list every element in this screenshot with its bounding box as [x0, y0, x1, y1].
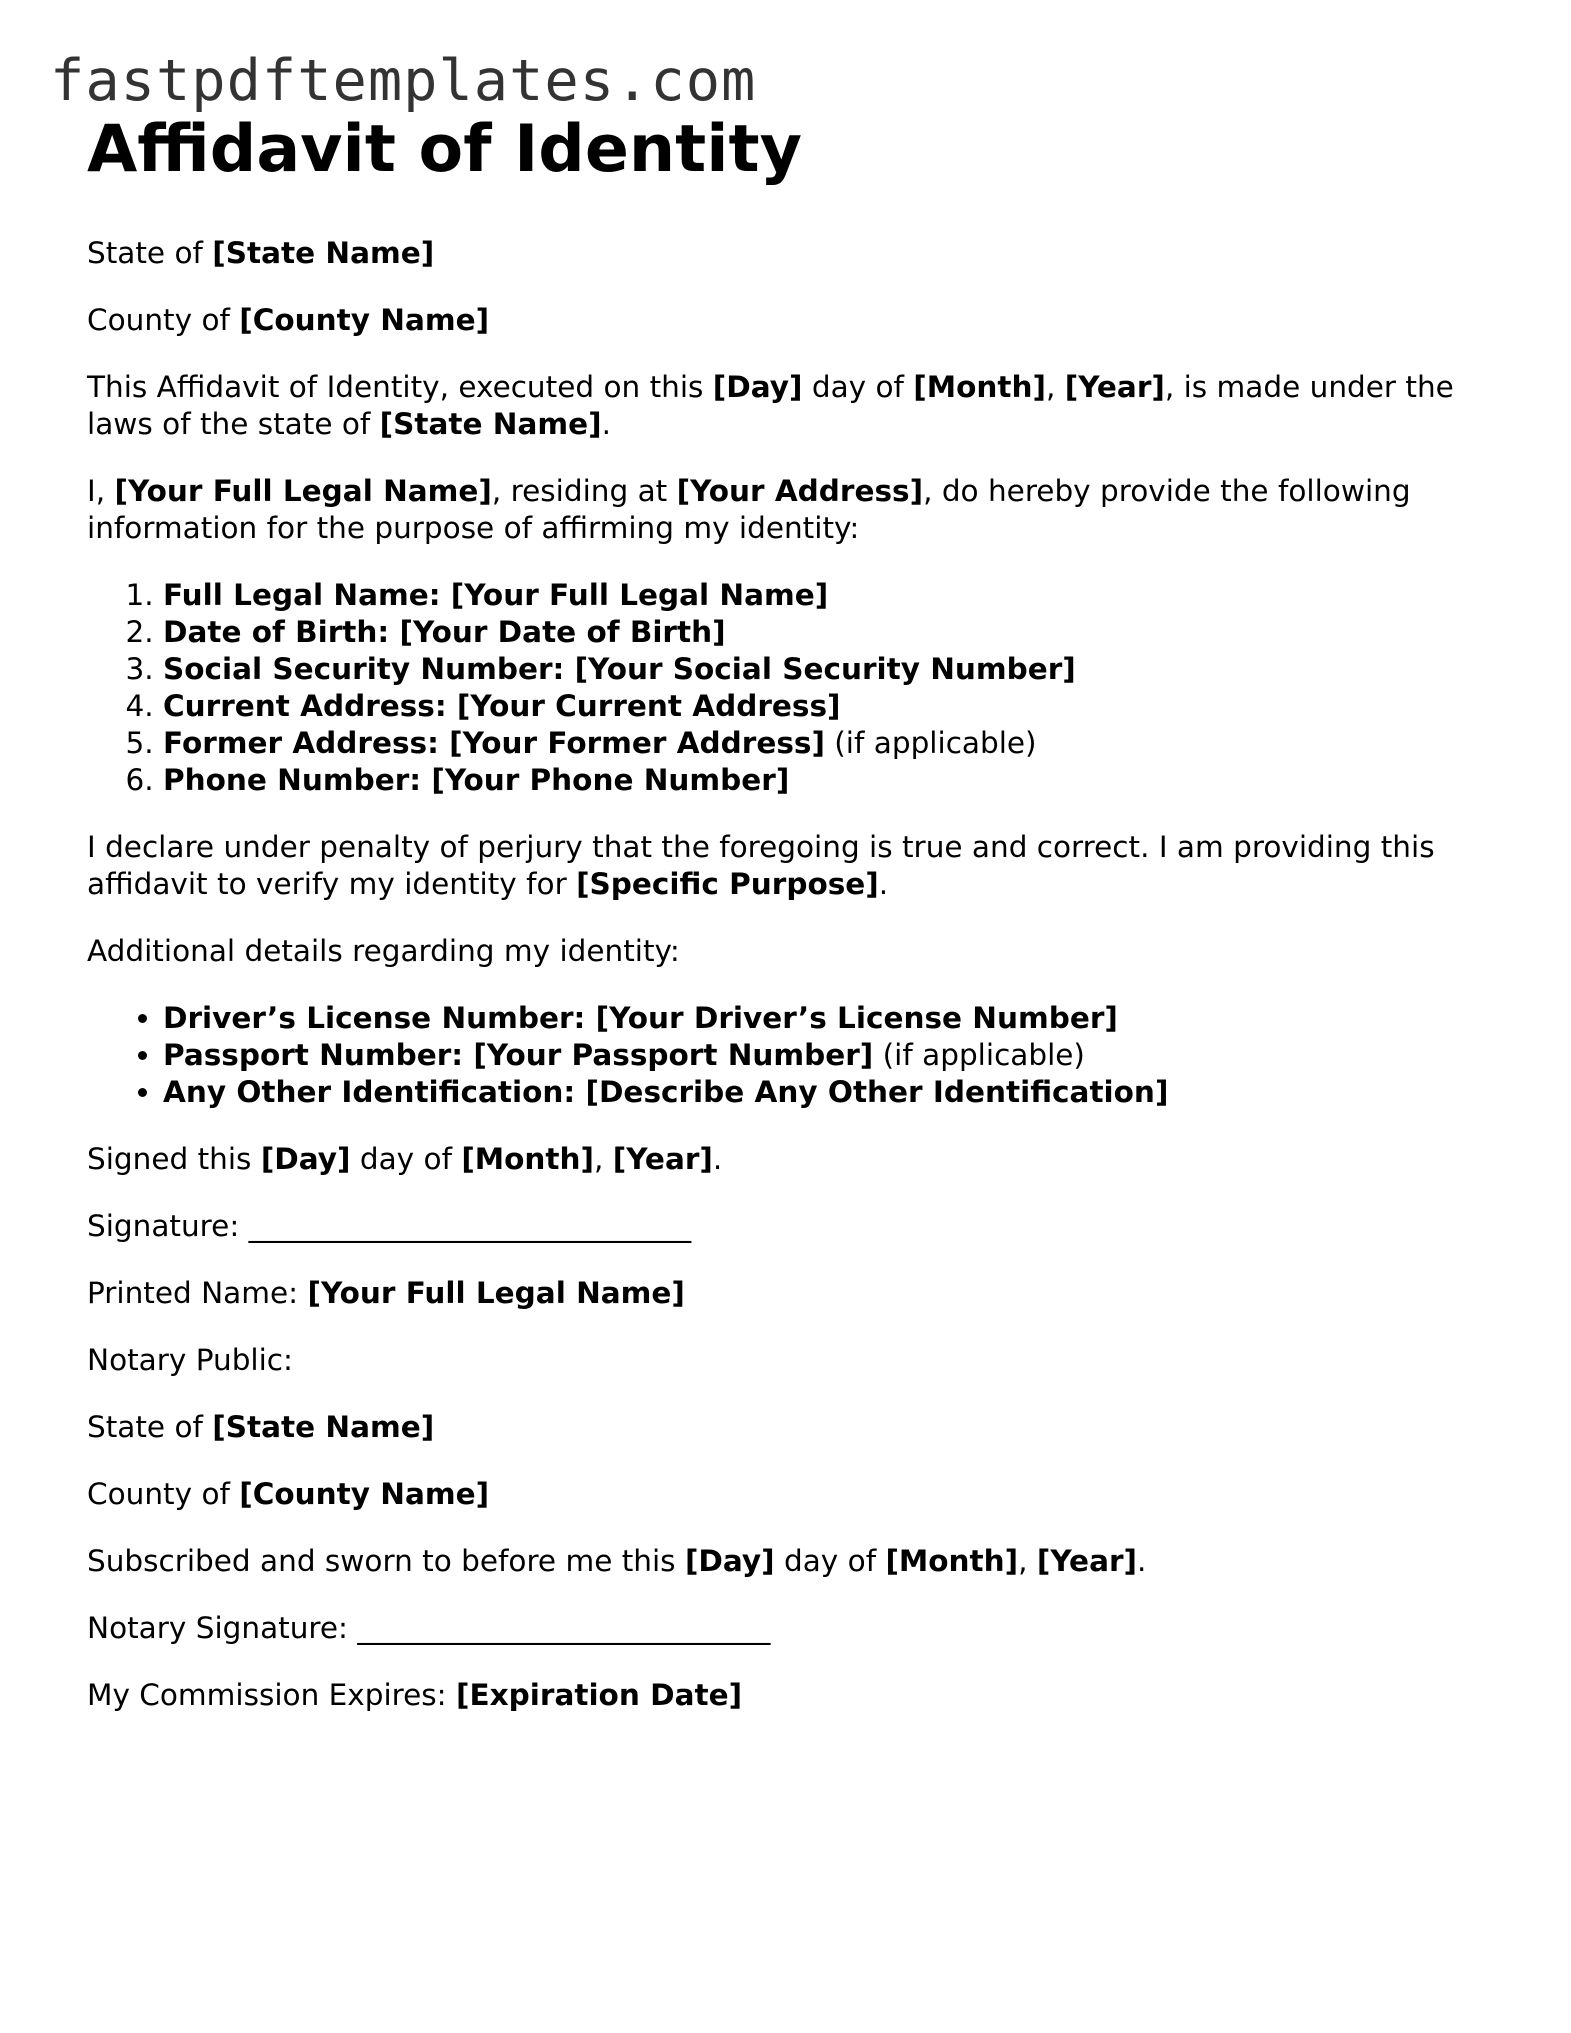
- intro-day: [Day]: [712, 370, 803, 404]
- subscribed-text: .: [1137, 1544, 1147, 1578]
- list-item-label: Driver’s License Number: [Your Driver’s License Number]: [163, 1001, 1118, 1035]
- signed-month: [Month]: [461, 1142, 595, 1176]
- subscribed-text: day of: [774, 1544, 886, 1578]
- intro-text: ,: [1046, 370, 1065, 404]
- subscribed-text: Subscribed and sworn to before me this: [87, 1544, 685, 1578]
- declaration-purpose: [Specific Purpose]: [576, 867, 879, 901]
- page-title: Affidavit of Identity: [87, 112, 802, 187]
- list-item: [163, 725, 1487, 762]
- list-item-label: Social Security Number: [Your Social Security Number]: [163, 652, 1076, 686]
- notary-signature-line: Notary Signature: ____________________________: [87, 1611, 771, 1645]
- declaration-text: .: [878, 867, 889, 901]
- list-item: [163, 688, 1487, 725]
- subscribed-day: [Day]: [684, 1544, 775, 1578]
- list-item: [163, 614, 1487, 651]
- signed-line: [87, 1141, 1487, 1178]
- notary-county-line: [87, 1476, 1487, 1513]
- residence-text: , residing at: [491, 474, 677, 508]
- commission-line: [87, 1677, 1487, 1714]
- list-item-label: Phone Number: [Your Phone Number]: [163, 763, 790, 797]
- notary-county-label: County of: [87, 1477, 240, 1511]
- additional-heading: Additional details regarding my identity:: [87, 934, 680, 968]
- intro-text: day of: [802, 370, 914, 404]
- subscribed-line: [87, 1543, 1487, 1580]
- state-label: State of: [87, 236, 213, 270]
- notary-state-line: [87, 1409, 1487, 1446]
- intro-text: , is made under the laws of the state of: [87, 370, 1454, 441]
- residence-text: , do hereby provide the following information for the purpose of affirming my identity:: [87, 474, 1411, 545]
- signed-day: [Day]: [260, 1142, 351, 1176]
- notary-heading: Notary Public:: [87, 1343, 293, 1377]
- watermark-text: fastpdftemplates.com: [50, 48, 757, 114]
- list-item: [163, 577, 1487, 614]
- intro-text: This Affidavit of Identity, executed on this: [87, 370, 713, 404]
- list-item-suffix: (if applicable): [824, 726, 1037, 760]
- list-item-suffix: (if applicable): [873, 1038, 1085, 1072]
- notary-county-value: [County Name]: [239, 1477, 490, 1511]
- residence-text: I,: [87, 474, 115, 508]
- subscribed-year: [Year]: [1036, 1544, 1138, 1578]
- county-label: County of: [87, 303, 240, 337]
- intro-text: .: [601, 407, 612, 441]
- intro-year: [Year]: [1064, 370, 1165, 404]
- list-item-label: Any Other Identification: [Describe Any Other Identification]: [163, 1075, 1169, 1109]
- county-line: [87, 302, 1487, 339]
- signed-year: [Year]: [612, 1142, 713, 1176]
- printed-name-value: [Your Full Legal Name]: [307, 1276, 685, 1310]
- intro-state: [State Name]: [379, 407, 602, 441]
- signed-text: .: [712, 1142, 723, 1176]
- notary-state-label: State of: [87, 1410, 213, 1444]
- residence-address: [Your Address]: [676, 474, 924, 508]
- signed-text: day of: [350, 1142, 462, 1176]
- intro-paragraph: [87, 369, 1487, 443]
- commission-value: [Expiration Date]: [456, 1678, 743, 1712]
- list-item-label: Full Legal Name: [Your Full Legal Name]: [163, 578, 829, 612]
- intro-month: [Month]: [913, 370, 1046, 404]
- commission-label: My Commission Expires:: [87, 1678, 456, 1712]
- state-line: [87, 235, 1487, 272]
- printed-name-label: Printed Name:: [87, 1276, 308, 1310]
- signed-text: Signed this: [87, 1142, 261, 1176]
- subscribed-month: [Month]: [885, 1544, 1019, 1578]
- printed-name-line: [87, 1275, 1487, 1312]
- list-item-label: Former Address: [Your Former Address]: [163, 726, 825, 760]
- residence-paragraph: [87, 473, 1487, 547]
- declaration-text: I declare under penalty of perjury that the foregoing is true and correct. I am providing this affidavit to verify my identity for: [87, 830, 1435, 901]
- list-item: [163, 762, 1487, 799]
- list-item: [163, 1037, 1487, 1074]
- identity-info-list: [87, 577, 1487, 799]
- subscribed-text: ,: [1018, 1544, 1037, 1578]
- list-item: [163, 651, 1487, 688]
- signed-text: ,: [594, 1142, 613, 1176]
- list-item-label: Passport Number: [Your Passport Number]: [163, 1038, 874, 1072]
- residence-name: [Your Full Legal Name]: [114, 474, 492, 508]
- document-body: [87, 105, 1487, 1744]
- notary-state-value: [State Name]: [212, 1410, 435, 1444]
- list-item: [163, 1074, 1487, 1111]
- signature-line: Signature: ______________________________: [87, 1209, 692, 1243]
- declaration-paragraph: [87, 829, 1487, 903]
- list-item-label: Current Address: [Your Current Address]: [163, 689, 841, 723]
- county-value: [County Name]: [239, 303, 490, 337]
- state-value: [State Name]: [212, 236, 435, 270]
- additional-details-list: [87, 1000, 1487, 1111]
- list-item-label: Date of Birth: [Your Date of Birth]: [163, 615, 726, 649]
- list-item: [163, 1000, 1487, 1037]
